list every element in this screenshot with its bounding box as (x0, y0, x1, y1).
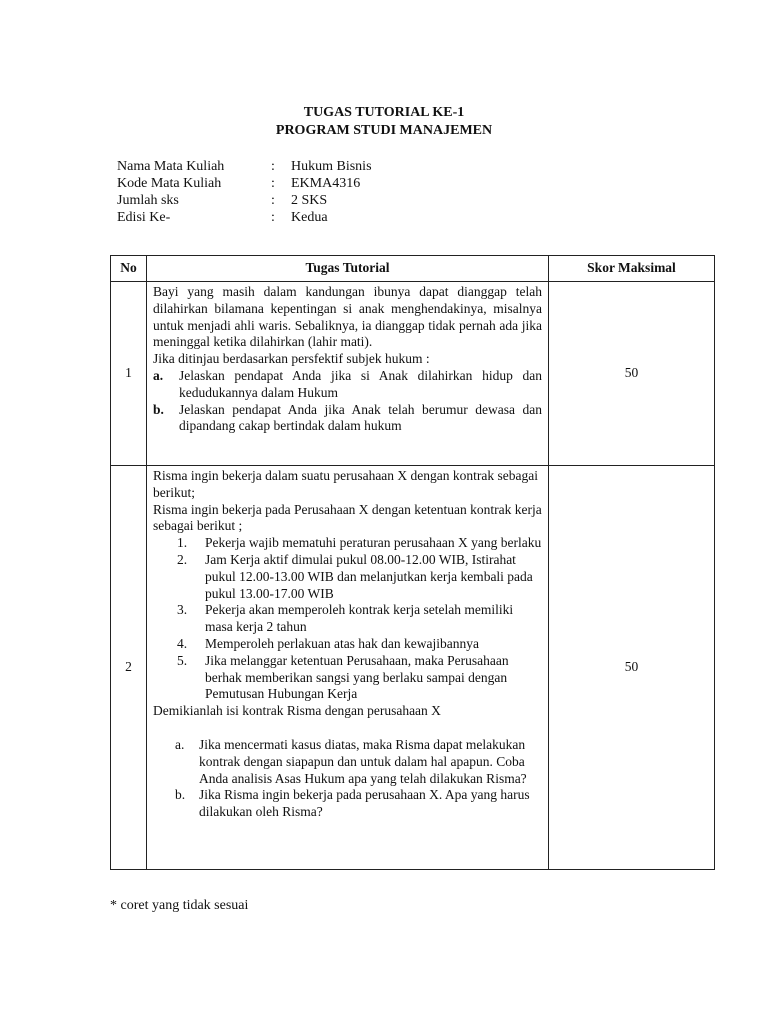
item-marker: b. (153, 401, 164, 417)
item-marker: a. (175, 736, 185, 752)
item-text: Jika melanggar ketentuan Perusahaan, maka Perusahaan berhak memberikan sangsi yang berlaku sampai dengan Pemutusan Hubungan Kerja (205, 652, 509, 702)
item-marker: 3. (177, 602, 188, 618)
item-marker: 1. (177, 535, 188, 551)
table-row (111, 466, 715, 870)
list-item (153, 787, 542, 821)
list-item (153, 402, 542, 436)
credits-value: 2 SKS (291, 193, 328, 208)
spacer (153, 720, 542, 737)
course-name-label: Nama Mata Kuliah (117, 159, 225, 174)
list-item (153, 552, 542, 602)
course-code-label: Kode Mata Kuliah (117, 176, 222, 191)
item-marker: 2. (177, 551, 188, 567)
item-text: Jelaskan pendapat Anda jika Anak telah berumur dewasa dan dipandang cakap bertindak dalam hukum (179, 401, 542, 434)
course-name-value: Hukum Bisnis (291, 159, 372, 174)
header-task: Tugas Tutorial (147, 256, 549, 282)
task-cell (147, 466, 549, 870)
item-text: Jam Kerja aktif dimulai pukul 08.00-12.00 WIB, Istirahat pukul 12.00-13.00 WIB dan melanjutkan kerja kembali pada pukul 13.00-17.00 WIB (205, 551, 533, 601)
case-paragraph: Bayi yang masih dalam kandungan ibunya dapat dianggap telah dilahirkan bilamana kepentingan si anak menghendakinya, misalnya untuk menjadi ahli waris. Sebaliknya, ia dianggap tidak pernah ada jika meninggal ketika dilahirkan (lahir mati). (153, 284, 542, 350)
max-score: 50 (549, 466, 715, 870)
case-intro: Risma ingin bekerja dalam suatu perusahaan X dengan kontrak sebagai berikut; (153, 468, 539, 500)
contract-intro: Risma ingin bekerja pada Perusahaan X dengan ketentuan kontrak kerja sebagai berikut ; (153, 501, 542, 534)
item-marker: 5. (177, 652, 188, 668)
list-item (153, 368, 542, 402)
course-code-value: EKMA4316 (291, 176, 361, 191)
credits-row (117, 192, 372, 209)
closing-text: Demikianlah isi kontrak Risma dengan perusahaan X (153, 703, 441, 719)
item-marker: b. (175, 787, 186, 803)
item-text: Pekerja wajib mematuhi peraturan perusahaan X yang berlaku (205, 535, 542, 551)
item-text: Jika mencermati kasus diatas, maka Risma dapat melakukan kontrak dengan siapapun dan untuk dalam hal apapun. Coba Anda analisis Asas Hukum apa yang telah dilakukan Risma? (199, 736, 527, 786)
item-text: Memperoleh perlakuan atas hak dan kewajibannya (205, 635, 480, 651)
row-number: 1 (111, 282, 147, 466)
course-info (117, 158, 372, 226)
edition-value: Kedua (291, 210, 328, 225)
list-item (153, 602, 542, 636)
document-subtitle: PROGRAM STUDI MANAJEMEN (275, 123, 493, 138)
separator: : (271, 193, 275, 208)
list-item (153, 535, 542, 552)
assignment-table (110, 255, 715, 870)
edition-label: Edisi Ke- (117, 210, 171, 225)
table-row (111, 282, 715, 466)
list-item (153, 737, 542, 787)
course-code-row (117, 175, 372, 192)
separator: : (271, 210, 275, 225)
row-number: 2 (111, 466, 147, 870)
footnote: * coret yang tidak sesuai (110, 898, 249, 913)
task-cell (147, 282, 549, 466)
table-header-row (111, 256, 715, 282)
course-name-row (117, 158, 372, 175)
item-text: Jika Risma ingin bekerja pada perusahaan X. Apa yang harus dilakukan oleh Risma? (199, 787, 530, 820)
credits-label: Jumlah sks (117, 193, 179, 208)
list-item (153, 653, 542, 703)
item-text: Pekerja akan memperoleh kontrak kerja setelah memiliki masa kerja 2 tahun (205, 602, 514, 635)
separator: : (271, 159, 275, 174)
header-score: Skor Maksimal (549, 256, 715, 282)
header-no: No (111, 256, 147, 282)
edition-row (117, 209, 372, 226)
max-score: 50 (549, 282, 715, 466)
separator: : (271, 176, 275, 191)
list-item (153, 636, 542, 653)
item-text: Jelaskan pendapat Anda jika si Anak dilahirkan hidup dan kedudukannya dalam Hukum (179, 367, 542, 400)
item-marker: a. (153, 367, 164, 383)
document-title: TUGAS TUTORIAL KE-1 (303, 105, 465, 120)
item-marker: 4. (177, 635, 188, 651)
question-intro: Jika ditinjau berdasarkan persfektif subjek hukum : (153, 351, 430, 367)
